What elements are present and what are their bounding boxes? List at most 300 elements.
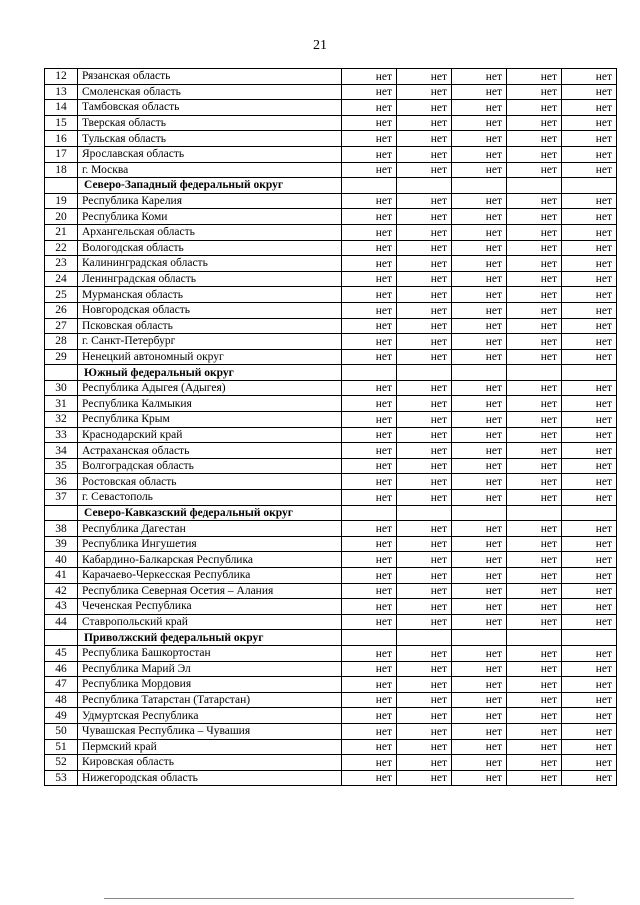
value-cell: нет: [342, 661, 397, 677]
value-cell: нет: [507, 723, 562, 739]
value-cell: нет: [397, 568, 452, 584]
value-cell: нет: [452, 84, 507, 100]
value-cell: нет: [507, 115, 562, 131]
value-cell: нет: [397, 443, 452, 459]
value-cell: нет: [452, 677, 507, 693]
row-number: 53: [45, 770, 78, 786]
row-number: 15: [45, 115, 78, 131]
value-cell: нет: [562, 490, 617, 506]
value-cell: нет: [562, 100, 617, 116]
district-name: Приволжский федеральный округ: [78, 630, 342, 646]
value-cell: нет: [507, 521, 562, 537]
value-cell: нет: [562, 474, 617, 490]
row-number: 32: [45, 412, 78, 428]
value-cell: нет: [342, 536, 397, 552]
value-cell: нет: [342, 521, 397, 537]
value-cell: нет: [562, 552, 617, 568]
row-number: 24: [45, 271, 78, 287]
value-cell: нет: [342, 224, 397, 240]
value-cell: нет: [342, 240, 397, 256]
value-cell: нет: [507, 739, 562, 755]
region-name: Вологодская область: [78, 240, 342, 256]
table-row: [45, 115, 617, 131]
value-cell: нет: [507, 240, 562, 256]
value-cell: нет: [397, 770, 452, 786]
value-cell: нет: [397, 162, 452, 178]
value-cell: нет: [507, 568, 562, 584]
value-cell: нет: [342, 723, 397, 739]
row-number: 25: [45, 287, 78, 303]
value-cell: нет: [397, 521, 452, 537]
table-row: [45, 770, 617, 786]
value-cell: нет: [562, 692, 617, 708]
value-cell: нет: [452, 708, 507, 724]
value-cell: нет: [342, 412, 397, 428]
value-cell: нет: [452, 521, 507, 537]
row-number: 20: [45, 209, 78, 225]
table-row: [45, 568, 617, 584]
value-cell: нет: [452, 349, 507, 365]
value-cell: нет: [342, 708, 397, 724]
value-cell: нет: [452, 755, 507, 771]
value-cell: нет: [452, 396, 507, 412]
value-cell: нет: [397, 209, 452, 225]
value-cell: нет: [397, 84, 452, 100]
value-cell: нет: [507, 271, 562, 287]
value-cell: нет: [562, 521, 617, 537]
value-cell: нет: [342, 271, 397, 287]
table-row: [45, 521, 617, 537]
value-cell: нет: [397, 349, 452, 365]
district-name: Северо-Кавказский федеральный округ: [78, 505, 342, 521]
value-cell: нет: [562, 412, 617, 428]
value-cell: нет: [397, 380, 452, 396]
value-cell: нет: [342, 739, 397, 755]
value-cell: нет: [452, 224, 507, 240]
empty-value-cell: [507, 178, 562, 194]
table-row: [45, 599, 617, 615]
value-cell: нет: [562, 146, 617, 162]
empty-value-cell: [452, 630, 507, 646]
empty-value-cell: [452, 178, 507, 194]
table-row: [45, 334, 617, 350]
value-cell: нет: [342, 209, 397, 225]
value-cell: нет: [342, 427, 397, 443]
value-cell: нет: [342, 349, 397, 365]
value-cell: нет: [452, 287, 507, 303]
value-cell: нет: [452, 240, 507, 256]
region-name: Республика Мордовия: [78, 677, 342, 693]
value-cell: нет: [507, 677, 562, 693]
value-cell: нет: [342, 193, 397, 209]
table-row: [45, 193, 617, 209]
value-cell: нет: [397, 287, 452, 303]
row-number: 50: [45, 723, 78, 739]
region-name: Республика Коми: [78, 209, 342, 225]
value-cell: нет: [452, 458, 507, 474]
row-number: 31: [45, 396, 78, 412]
value-cell: нет: [562, 334, 617, 350]
region-name: Астраханская область: [78, 443, 342, 459]
value-cell: нет: [342, 100, 397, 116]
value-cell: нет: [562, 677, 617, 693]
row-number: 21: [45, 224, 78, 240]
row-number: 51: [45, 739, 78, 755]
value-cell: нет: [562, 271, 617, 287]
value-cell: нет: [397, 723, 452, 739]
value-cell: нет: [507, 256, 562, 272]
row-number: 52: [45, 755, 78, 771]
row-number: 14: [45, 100, 78, 116]
value-cell: нет: [397, 677, 452, 693]
row-number: 23: [45, 256, 78, 272]
empty-value-cell: [397, 505, 452, 521]
region-name: Республика Башкортостан: [78, 645, 342, 661]
value-cell: нет: [452, 723, 507, 739]
table-row: [45, 583, 617, 599]
value-cell: нет: [562, 318, 617, 334]
table-row: [45, 240, 617, 256]
row-number: 42: [45, 583, 78, 599]
value-cell: нет: [342, 131, 397, 147]
row-number-cell: [45, 365, 78, 381]
value-cell: нет: [342, 755, 397, 771]
value-cell: нет: [342, 162, 397, 178]
value-cell: нет: [342, 115, 397, 131]
value-cell: нет: [562, 115, 617, 131]
value-cell: нет: [397, 661, 452, 677]
region-name: Рязанская область: [78, 69, 342, 85]
value-cell: нет: [562, 770, 617, 786]
value-cell: нет: [507, 396, 562, 412]
regions-table: [44, 68, 617, 786]
table-row: [45, 645, 617, 661]
value-cell: нет: [562, 224, 617, 240]
value-cell: нет: [507, 552, 562, 568]
value-cell: нет: [452, 552, 507, 568]
region-name: Ленинградская область: [78, 271, 342, 287]
row-number: 39: [45, 536, 78, 552]
value-cell: нет: [342, 474, 397, 490]
row-number: 12: [45, 69, 78, 85]
value-cell: нет: [342, 318, 397, 334]
table-row: [45, 739, 617, 755]
value-cell: нет: [562, 739, 617, 755]
value-cell: нет: [342, 380, 397, 396]
region-name: Тульская область: [78, 131, 342, 147]
region-name: Новгородская область: [78, 302, 342, 318]
value-cell: нет: [342, 645, 397, 661]
page-bottom-rule: [104, 898, 574, 899]
value-cell: нет: [507, 318, 562, 334]
value-cell: нет: [507, 583, 562, 599]
table-row: [45, 412, 617, 428]
value-cell: нет: [562, 458, 617, 474]
value-cell: нет: [452, 69, 507, 85]
row-number: 43: [45, 599, 78, 615]
value-cell: нет: [452, 770, 507, 786]
region-name: Ненецкий автономный округ: [78, 349, 342, 365]
value-cell: нет: [452, 271, 507, 287]
value-cell: нет: [397, 412, 452, 428]
value-cell: нет: [397, 708, 452, 724]
row-number-cell: [45, 178, 78, 194]
empty-value-cell: [507, 505, 562, 521]
table-row: [45, 302, 617, 318]
table-row: [45, 692, 617, 708]
value-cell: нет: [562, 162, 617, 178]
region-name: Республика Калмыкия: [78, 396, 342, 412]
empty-value-cell: [342, 178, 397, 194]
value-cell: нет: [562, 599, 617, 615]
region-name: Ростовская область: [78, 474, 342, 490]
region-name: Чувашская Республика – Чувашия: [78, 723, 342, 739]
value-cell: нет: [507, 287, 562, 303]
value-cell: нет: [452, 645, 507, 661]
value-cell: нет: [507, 193, 562, 209]
table-row: [45, 443, 617, 459]
table-row: [45, 614, 617, 630]
value-cell: нет: [397, 645, 452, 661]
value-cell: нет: [562, 302, 617, 318]
value-cell: нет: [507, 708, 562, 724]
empty-value-cell: [397, 178, 452, 194]
value-cell: нет: [397, 536, 452, 552]
value-cell: нет: [562, 240, 617, 256]
region-name: Республика Дагестан: [78, 521, 342, 537]
value-cell: нет: [452, 427, 507, 443]
district-name: Южный федеральный округ: [78, 365, 342, 381]
table-row: [45, 490, 617, 506]
row-number: 45: [45, 645, 78, 661]
value-cell: нет: [397, 334, 452, 350]
value-cell: нет: [452, 536, 507, 552]
value-cell: нет: [452, 100, 507, 116]
empty-value-cell: [397, 630, 452, 646]
table-row: [45, 271, 617, 287]
region-name: Псковская область: [78, 318, 342, 334]
row-number: 47: [45, 677, 78, 693]
table-row: [45, 380, 617, 396]
value-cell: нет: [507, 84, 562, 100]
value-cell: нет: [562, 536, 617, 552]
region-name: Тамбовская область: [78, 100, 342, 116]
value-cell: нет: [342, 334, 397, 350]
value-cell: нет: [452, 490, 507, 506]
row-number: 46: [45, 661, 78, 677]
row-number: 28: [45, 334, 78, 350]
table-row: [45, 146, 617, 162]
table-row: [45, 396, 617, 412]
value-cell: нет: [562, 69, 617, 85]
region-name: Калининградская область: [78, 256, 342, 272]
value-cell: нет: [562, 755, 617, 771]
value-cell: нет: [452, 162, 507, 178]
table-row: [45, 84, 617, 100]
row-number: 30: [45, 380, 78, 396]
region-name: Республика Карелия: [78, 193, 342, 209]
value-cell: нет: [562, 443, 617, 459]
empty-value-cell: [397, 365, 452, 381]
value-cell: нет: [452, 209, 507, 225]
row-number: 41: [45, 568, 78, 584]
value-cell: нет: [507, 162, 562, 178]
table-row: [45, 287, 617, 303]
row-number: 33: [45, 427, 78, 443]
table-row: [45, 131, 617, 147]
row-number: 37: [45, 490, 78, 506]
value-cell: нет: [452, 474, 507, 490]
row-number: 44: [45, 614, 78, 630]
region-name: Ярославская область: [78, 146, 342, 162]
value-cell: нет: [507, 209, 562, 225]
region-name: Республика Северная Осетия – Алания: [78, 583, 342, 599]
value-cell: нет: [397, 692, 452, 708]
value-cell: нет: [397, 396, 452, 412]
table-row: [45, 677, 617, 693]
value-cell: нет: [562, 614, 617, 630]
row-number: 49: [45, 708, 78, 724]
value-cell: нет: [342, 69, 397, 85]
value-cell: нет: [452, 443, 507, 459]
row-number: 26: [45, 302, 78, 318]
value-cell: нет: [342, 458, 397, 474]
value-cell: нет: [507, 412, 562, 428]
value-cell: нет: [507, 661, 562, 677]
empty-value-cell: [562, 178, 617, 194]
table-row: [45, 552, 617, 568]
value-cell: нет: [342, 256, 397, 272]
value-cell: нет: [507, 380, 562, 396]
region-name: г. Севастополь: [78, 490, 342, 506]
value-cell: нет: [562, 349, 617, 365]
region-name: г. Москва: [78, 162, 342, 178]
region-name: Удмуртская Республика: [78, 708, 342, 724]
region-name: Пермский край: [78, 739, 342, 755]
value-cell: нет: [452, 193, 507, 209]
value-cell: нет: [562, 131, 617, 147]
value-cell: нет: [452, 146, 507, 162]
value-cell: нет: [562, 380, 617, 396]
table-row: [45, 100, 617, 116]
value-cell: нет: [562, 396, 617, 412]
value-cell: нет: [507, 131, 562, 147]
empty-value-cell: [342, 630, 397, 646]
value-cell: нет: [342, 568, 397, 584]
value-cell: нет: [452, 302, 507, 318]
value-cell: нет: [397, 427, 452, 443]
value-cell: нет: [562, 723, 617, 739]
row-number: 19: [45, 193, 78, 209]
value-cell: нет: [342, 302, 397, 318]
value-cell: нет: [397, 115, 452, 131]
value-cell: нет: [342, 583, 397, 599]
value-cell: нет: [507, 490, 562, 506]
table-row: [45, 256, 617, 272]
table-row: [45, 209, 617, 225]
value-cell: нет: [452, 599, 507, 615]
value-cell: нет: [397, 146, 452, 162]
value-cell: нет: [507, 599, 562, 615]
value-cell: нет: [452, 583, 507, 599]
region-name: Республика Адыгея (Адыгея): [78, 380, 342, 396]
row-number: 29: [45, 349, 78, 365]
value-cell: нет: [397, 193, 452, 209]
value-cell: нет: [507, 458, 562, 474]
row-number: 13: [45, 84, 78, 100]
row-number: 22: [45, 240, 78, 256]
value-cell: нет: [452, 318, 507, 334]
district-header-row: [45, 365, 617, 381]
empty-value-cell: [507, 365, 562, 381]
value-cell: нет: [452, 256, 507, 272]
row-number: 36: [45, 474, 78, 490]
value-cell: нет: [452, 131, 507, 147]
value-cell: нет: [397, 271, 452, 287]
empty-value-cell: [342, 505, 397, 521]
value-cell: нет: [342, 677, 397, 693]
empty-value-cell: [452, 505, 507, 521]
table-row: [45, 661, 617, 677]
region-name: Республика Ингушетия: [78, 536, 342, 552]
regions-table-body: [45, 69, 617, 786]
value-cell: нет: [342, 552, 397, 568]
table-row: [45, 427, 617, 443]
value-cell: нет: [342, 396, 397, 412]
row-number: 34: [45, 443, 78, 459]
value-cell: нет: [507, 692, 562, 708]
value-cell: нет: [342, 599, 397, 615]
row-number: 35: [45, 458, 78, 474]
row-number: 48: [45, 692, 78, 708]
value-cell: нет: [507, 302, 562, 318]
region-name: Волгоградская область: [78, 458, 342, 474]
empty-value-cell: [507, 630, 562, 646]
table-row: [45, 474, 617, 490]
value-cell: нет: [507, 770, 562, 786]
value-cell: нет: [342, 692, 397, 708]
row-number: 17: [45, 146, 78, 162]
value-cell: нет: [397, 599, 452, 615]
empty-value-cell: [562, 505, 617, 521]
region-name: Мурманская область: [78, 287, 342, 303]
region-name: Чеченская Республика: [78, 599, 342, 615]
table-row: [45, 708, 617, 724]
value-cell: нет: [397, 458, 452, 474]
value-cell: нет: [507, 755, 562, 771]
region-name: Кабардино-Балкарская Республика: [78, 552, 342, 568]
value-cell: нет: [342, 443, 397, 459]
value-cell: нет: [507, 443, 562, 459]
district-header-row: [45, 178, 617, 194]
value-cell: нет: [562, 661, 617, 677]
value-cell: нет: [397, 302, 452, 318]
value-cell: нет: [397, 739, 452, 755]
value-cell: нет: [452, 692, 507, 708]
table-row: [45, 458, 617, 474]
row-number-cell: [45, 505, 78, 521]
value-cell: нет: [452, 412, 507, 428]
region-name: Краснодарский край: [78, 427, 342, 443]
value-cell: нет: [342, 770, 397, 786]
value-cell: нет: [562, 427, 617, 443]
table-row: [45, 318, 617, 334]
value-cell: нет: [452, 334, 507, 350]
value-cell: нет: [452, 739, 507, 755]
value-cell: нет: [397, 755, 452, 771]
value-cell: нет: [452, 661, 507, 677]
value-cell: нет: [397, 490, 452, 506]
